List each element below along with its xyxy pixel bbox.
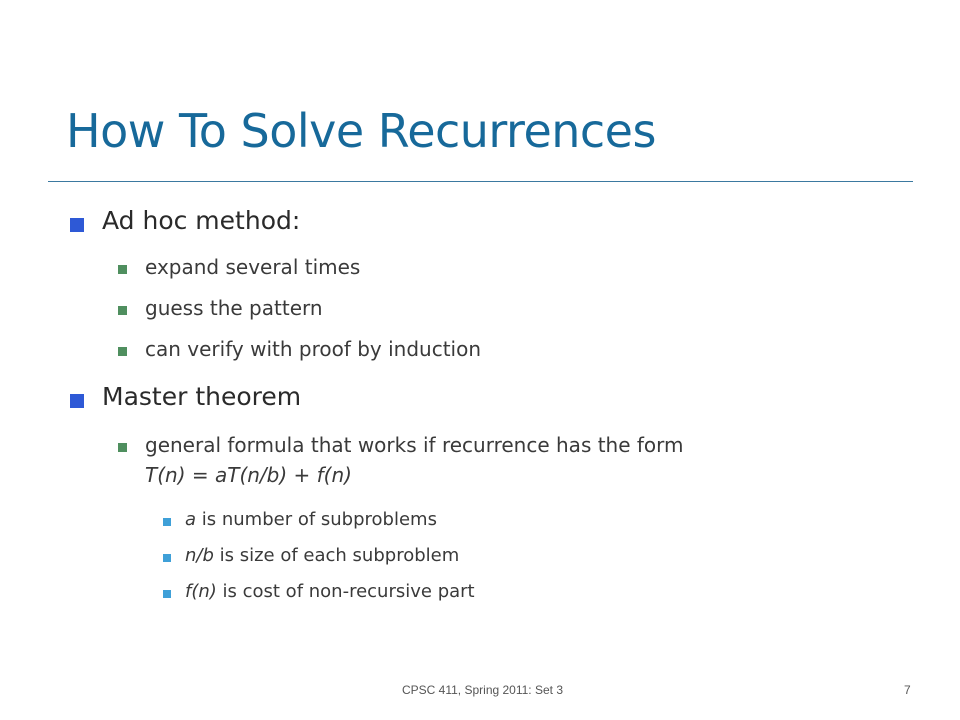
slide-footer: CPSC 411, Spring 2011: Set 3 [402,683,563,697]
subbullet-fn [185,581,475,602]
bullet-expand: expand several times [145,255,361,279]
subbullet-nb [185,545,459,566]
bullet-square-icon [118,265,127,274]
bullet-master-theorem: Master theorem [102,382,302,411]
bullet-square-icon [70,394,84,408]
bullet-verify: can verify with proof by induction [145,337,482,361]
bullet-general-formula: general formula that works if recurrence has the form [145,433,684,457]
title-divider [48,181,913,182]
subbullet-nb-text: is size of each subproblem [213,545,460,566]
term-a: a [185,509,197,530]
subbullet-a-text: is number of subproblems [196,509,437,530]
bullet-adhoc-method: Ad hoc method: [102,206,301,235]
bullet-square-icon [118,306,127,315]
term-fn: f(n) [185,581,217,602]
bullet-square-icon [163,554,171,562]
term-nb: n/b [185,545,214,566]
bullet-guess: guess the pattern [145,296,323,320]
slide-title: How To Solve Recurrences [66,104,656,158]
subbullet-fn-text: is cost of non-recursive part [216,581,475,602]
page-number: 7 [904,683,911,697]
formula-text: T(n) = aT(n/b) + f(n) [145,463,352,487]
bullet-square-icon [118,347,127,356]
bullet-square-icon [163,590,171,598]
bullet-square-icon [163,518,171,526]
bullet-square-icon [70,218,84,232]
bullet-square-icon [118,443,127,452]
subbullet-a [185,509,437,530]
